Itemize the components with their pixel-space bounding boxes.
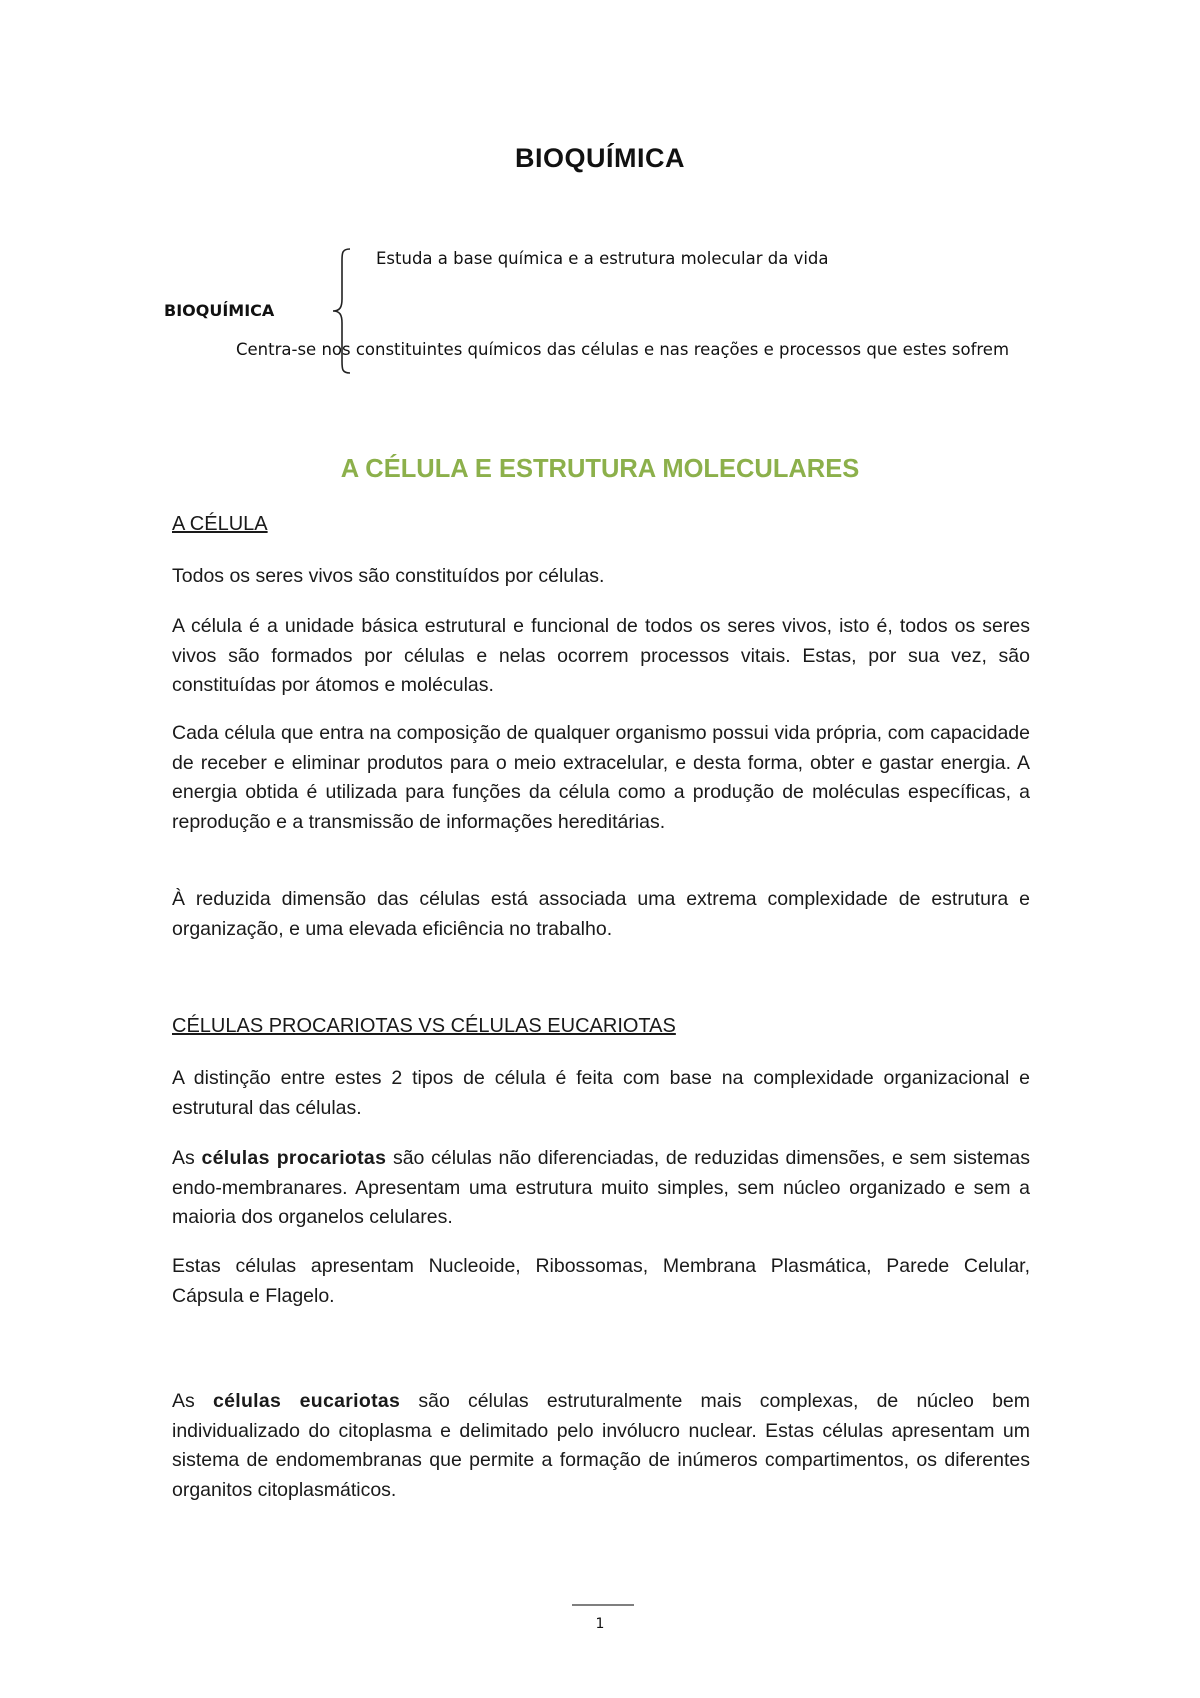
paragraph: Todos os seres vivos são constituídos por células.: [172, 565, 605, 587]
definition-label: BIOQUÍMICA: [164, 301, 275, 320]
paragraph: A distinção entre estes 2 tipos de célula é feita com base na complexidade organizacional e estrutural das células.: [172, 1067, 1030, 1119]
paragraph: A célula é a unidade básica estrutural e funcional de todos os seres vivos, isto é, todos os seres vivos são formados por células e nelas ocorrem processos vitais. Estas, por sua vez, são constituídas por átomos e moléculas.: [172, 615, 1030, 696]
footer-divider: [572, 1604, 634, 1606]
paragraph: À reduzida dimensão das células está associada uma extrema complexidade de estrutura e organização, e uma elevada eficiência no trabalho.: [172, 888, 1030, 940]
paragraph: Estas células apresentam Nucleoide, Ribossomas, Membrana Plasmática, Parede Celular, Cápsula e Flagelo.: [172, 1255, 1030, 1307]
document-title: BIOQUÍMICA: [515, 143, 685, 173]
paragraph: Cada célula que entra na composição de qualquer organismo possui vida própria, com capacidade de receber e eliminar produtos para o meio extracelular, e desta forma, obter e gastar energia. A energia obtida é utilizada para funções da célula como a produção de moléculas específicas, a reprodução e a transmissão de informações hereditárias.: [172, 722, 1030, 833]
subheading-cell: A CÉLULA: [172, 513, 268, 535]
term-eukaryotes: células eucariotas: [212, 1390, 401, 1412]
paragraph-eukaryotes: [172, 1387, 1030, 1505]
page-number: 1: [595, 1616, 605, 1632]
prefix: As: [172, 1390, 195, 1412]
prefix: As: [172, 1147, 195, 1169]
definition-text: são células estruturalmente mais complexas, de núcleo bem individualizado do citoplasma e delimitado pelo invólucro nuclear. Estas células apresentam um sistema de endomembranas que permite a formação de inúmeros compartimentos, os diferentes organitos citoplasmáticos.: [172, 1390, 1031, 1501]
term-prokaryotes: células procariotas: [201, 1147, 387, 1169]
paragraph-prokaryotes: [172, 1144, 1030, 1233]
definition-item: Estuda a base química e a estrutura molecular da vida: [376, 249, 829, 268]
subheading-cell-types: CÉLULAS PROCARIOTAS VS CÉLULAS EUCARIOTAS: [172, 1015, 676, 1037]
definition-text: são células não diferenciadas, de reduzidas dimensões, e sem sistemas endo-membranares. Apresentam uma estrutura muito simples, sem núcleo organizado e sem a maioria dos organelos celulares.: [172, 1147, 1031, 1228]
definition-item: Centra-se nos constituintes químicos das células e nas reações e processos que estes sofrem: [236, 340, 1010, 359]
section-title: A CÉLULA E ESTRUTURA MOLECULARES: [340, 455, 860, 483]
